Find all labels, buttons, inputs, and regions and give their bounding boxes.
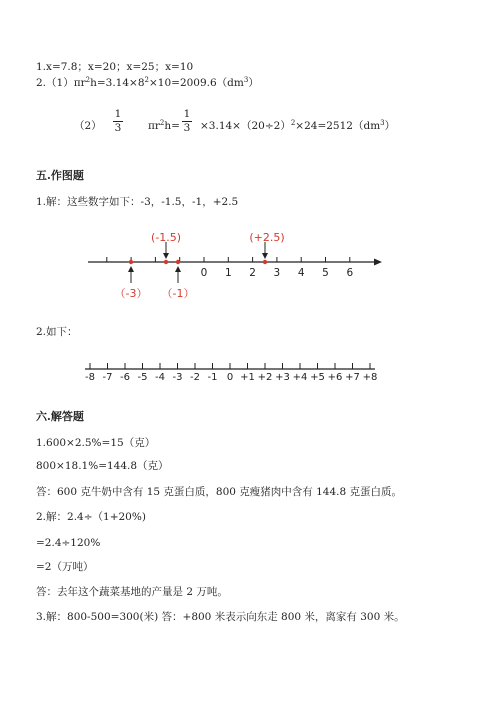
tick-label: 0 [200,267,208,279]
exp-6: 3 [380,119,385,127]
answer-line-1: 1.x=7.8；x=20；x=25；x=10 [36,61,194,73]
tick-label: 4 [297,267,305,279]
tick-label: -8 [85,372,95,383]
exp-5: 2 [290,119,296,127]
tick-label: -3 [172,372,183,383]
tick-label: 3 [273,267,281,279]
tick-label: +8 [362,372,378,383]
tick-label: 0 [226,372,234,383]
exp-2: 2 [144,76,149,84]
tick-label: +3 [275,372,290,383]
part2-tail-b: ×24=2512（dm [295,120,381,132]
tick-label: +1 [240,372,255,383]
section-6-line-6: =2（万吨） [36,561,94,573]
tick-label: +6 [327,372,343,383]
tick-label: 2 [249,267,256,279]
section-5-q2: 2.如下： [36,326,78,338]
fraction-denominator: 3 [114,122,122,134]
tick-label: +4 [292,372,308,383]
tick-label: 1 [224,267,232,279]
answer-line-2-c: ×10=2009.6（dm [148,77,244,89]
tick-label: +2 [257,372,273,383]
section-6-line-4: 2.解：2.4÷（1+20%) [36,511,146,523]
fraction-numerator: 1 [183,108,191,120]
section-6-line-7: 答：去年这个蔬菜基地的产量是 2 万吨。 [36,586,228,598]
tick-label: -4 [155,372,165,383]
section-6-line-1: 1.600×2.5%=15（克） [36,437,156,449]
section-6-line-8: 3.解：800-500=300(米) 答：+800 米表示向东走 800 米，离家有 300 米。 [36,611,405,623]
fraction-denominator: 3 [183,122,191,134]
section-6-heading: 六.解答题 [36,410,84,423]
label-minus-3: （-3） [114,287,148,300]
fraction-numerator: 1 [114,108,122,120]
tick-label: 6 [346,267,354,279]
tick-label: -2 [190,372,200,383]
tick-label: +7 [345,372,360,383]
tick-label: 5 [322,267,329,279]
tick-label: -5 [137,372,148,383]
tick-label: +5 [310,372,325,383]
exp-1: 2 [85,76,91,84]
tick-label: -6 [120,372,130,383]
answer-line-2-d: ） [248,77,259,89]
section-6-line-5: =2.4÷120% [36,537,101,549]
part2-tail-a: ×3.14×（20÷2） [200,120,291,132]
section-5-heading: 五.作图题 [36,169,84,182]
tick-label: -1 [207,372,218,383]
tick-label: -7 [102,372,113,383]
part2-label: （2） [74,120,102,132]
part2-mid-b: h= [164,120,180,132]
answer-line-2-b: h=3.14×8 [90,77,145,89]
exp-4: 2 [159,119,165,127]
label-plus-2-5: (+2.5) [249,231,285,244]
section-5-q1: 1.解：这些数字如下：-3，-1.5，-1，+2.5 [36,196,239,208]
section-6-line-3: 答：600 克牛奶中含有 15 克蛋白质，800 克瘦猪肉中含有 144.8 克蛋白质。 [36,486,403,498]
label-minus-1: （-1） [161,287,195,300]
section-6-line-2: 800×18.1%=144.8（克） [36,460,169,472]
exp-3: 3 [243,76,249,84]
number-line-2-ticks [85,363,377,383]
part2-tail-c: ） [384,120,396,132]
label-minus-1-5: (-1.5) [150,231,182,244]
answer-line-2-a: 2.（1）πr [36,77,86,89]
part2-mid-a: πr [148,120,160,132]
